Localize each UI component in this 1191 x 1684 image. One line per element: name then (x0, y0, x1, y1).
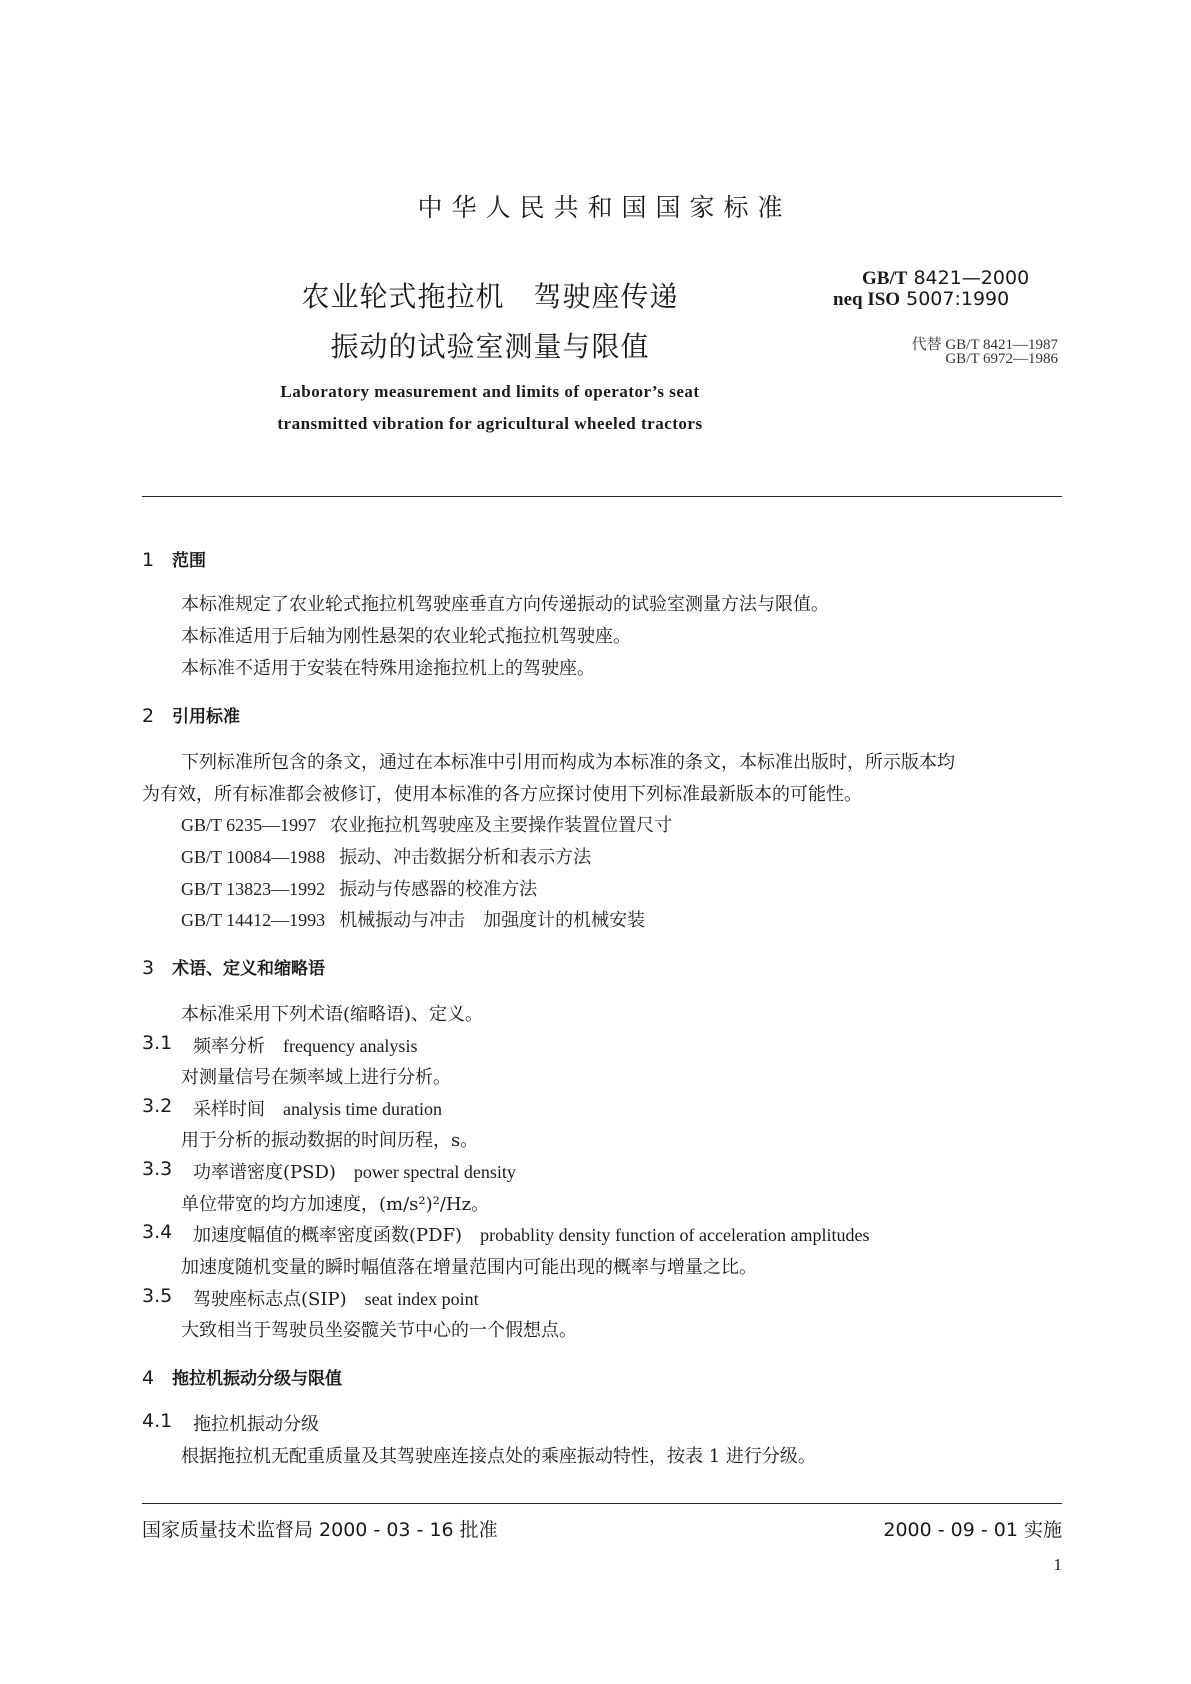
section-3-heading (142, 954, 325, 979)
term-number: 3.2 (142, 1095, 173, 1117)
title-cn-line2: 振动的试验室测量与限值 (330, 330, 650, 363)
subsection-number: 4.1 (142, 1410, 173, 1432)
section-4-heading (142, 1364, 342, 1389)
reference-item (181, 843, 591, 869)
term-title (193, 1158, 516, 1184)
term-cn: 功率谱密度(PSD) (193, 1162, 336, 1183)
term-number: 3.3 (142, 1158, 173, 1180)
section-title: 术语、定义和缩略语 (172, 959, 325, 979)
std-prefix: GB/T (862, 268, 908, 289)
term-en: seat index point (364, 1289, 479, 1309)
paragraph: 根据拖拉机无配重质量及其驾驶座连接点处的乘座振动特性，按表 1 进行分级。 (181, 1446, 816, 1467)
title-cn-line1: 农业轮式拖拉机 驾驶座传递 (301, 280, 679, 313)
reference-item (181, 875, 537, 901)
term-en: probablity density function of acceleration amplitudes (480, 1225, 870, 1245)
reference-item (181, 906, 645, 932)
neq-code: 5007:1990 (906, 288, 1010, 310)
section-number: 1 (142, 549, 155, 571)
replaces-line2: GB/T 6972—1986 (945, 351, 1058, 367)
header-divider (142, 496, 1062, 497)
footer-divider (142, 1503, 1062, 1504)
std-code: 8421—2000 (913, 267, 1030, 289)
section-number: 3 (142, 957, 155, 979)
replaces-line1: 代替 GB/T 8421—1987 (911, 337, 1058, 353)
term-title (193, 1285, 479, 1311)
term-cn: 驾驶座标志点(SIP) (193, 1289, 347, 1310)
reference-code: GB/T 13823—1992 (181, 879, 326, 899)
term-number: 3.4 (142, 1221, 173, 1243)
section-number: 2 (142, 705, 155, 727)
term-title (193, 1221, 869, 1247)
paragraph: 为有效，所有标准都会被修订，使用本标准的各方应探讨使用下列标准最新版本的可能性。 (142, 784, 862, 805)
reference-title: 振动与传感器的校准方法 (339, 879, 538, 900)
reference-code: GB/T 14412—1993 (181, 910, 326, 930)
term-number: 3.1 (142, 1032, 173, 1054)
title-en-line1: Laboratory measurement and limits of operator’s seat (280, 382, 700, 401)
page-number: 1 (1053, 1555, 1062, 1574)
neq-standard (833, 288, 1133, 311)
section-title: 拖拉机振动分级与限值 (172, 1369, 342, 1389)
reference-item (181, 811, 672, 837)
reference-code: GB/T 6235—1997 (181, 815, 317, 835)
term-title (193, 1095, 442, 1121)
section-title: 范围 (172, 551, 206, 571)
reference-title: 振动、冲击数据分析和表示方法 (339, 847, 592, 868)
term-title (193, 1032, 417, 1058)
implementation-date: 2000 - 09 - 01 实施 (883, 1519, 1062, 1541)
section-number: 4 (142, 1367, 155, 1389)
section-title: 引用标准 (172, 707, 240, 727)
standard-number (862, 267, 1162, 290)
reference-title: 机械振动与冲击 加强度计的机械安装 (339, 910, 646, 931)
paragraph: 本标准规定了农业轮式拖拉机驾驶座垂直方向传递振动的试验室测量方法与限值。 (181, 594, 829, 615)
term-definition: 大致相当于驾驶员坐姿髋关节中心的一个假想点。 (181, 1320, 577, 1341)
approval-date: 国家质量技术监督局 2000 - 03 - 16 批准 (142, 1519, 498, 1541)
paragraph: 本标准不适用于安装在特殊用途拖拉机上的驾驶座。 (181, 658, 595, 679)
section-1-heading (142, 546, 206, 571)
reference-title: 农业拖拉机驾驶座及主要操作装置位置尺寸 (330, 815, 673, 836)
term-definition: 单位带宽的均方加速度，(m/s²)²/Hz。 (181, 1194, 490, 1215)
subsection-title: 拖拉机振动分级 (193, 1414, 319, 1435)
term-en: frequency analysis (283, 1036, 418, 1056)
term-cn: 加速度幅值的概率密度函数(PDF) (193, 1225, 463, 1246)
term-number: 3.5 (142, 1285, 173, 1307)
neq-prefix: neq ISO (833, 289, 901, 310)
term-en: power spectral density (353, 1162, 516, 1182)
paragraph: 下列标准所包含的条文，通过在本标准中引用而构成为本标准的条文，本标准出版时，所示版本均 (181, 752, 955, 773)
term-en: analysis time duration (283, 1099, 442, 1119)
paragraph: 本标准采用下列术语(缩略语)、定义。 (181, 1004, 484, 1025)
term-cn: 采样时间 (193, 1099, 265, 1120)
paragraph: 本标准适用于后轴为刚性悬架的农业轮式拖拉机驾驶座。 (181, 626, 631, 647)
term-cn: 频率分析 (193, 1036, 265, 1057)
term-definition: 用于分析的振动数据的时间历程，s。 (181, 1130, 479, 1151)
term-definition: 对测量信号在频率域上进行分析。 (181, 1067, 451, 1088)
national-standard-title: 中华人民共和国国家标准 (417, 193, 792, 222)
section-2-heading (142, 702, 240, 727)
reference-code: GB/T 10084—1988 (181, 847, 326, 867)
title-en-line2: transmitted vibration for agricultural wheeled tractors (277, 414, 703, 433)
term-definition: 加速度随机变量的瞬时幅值落在增量范围内可能出现的概率与增量之比。 (181, 1257, 757, 1278)
